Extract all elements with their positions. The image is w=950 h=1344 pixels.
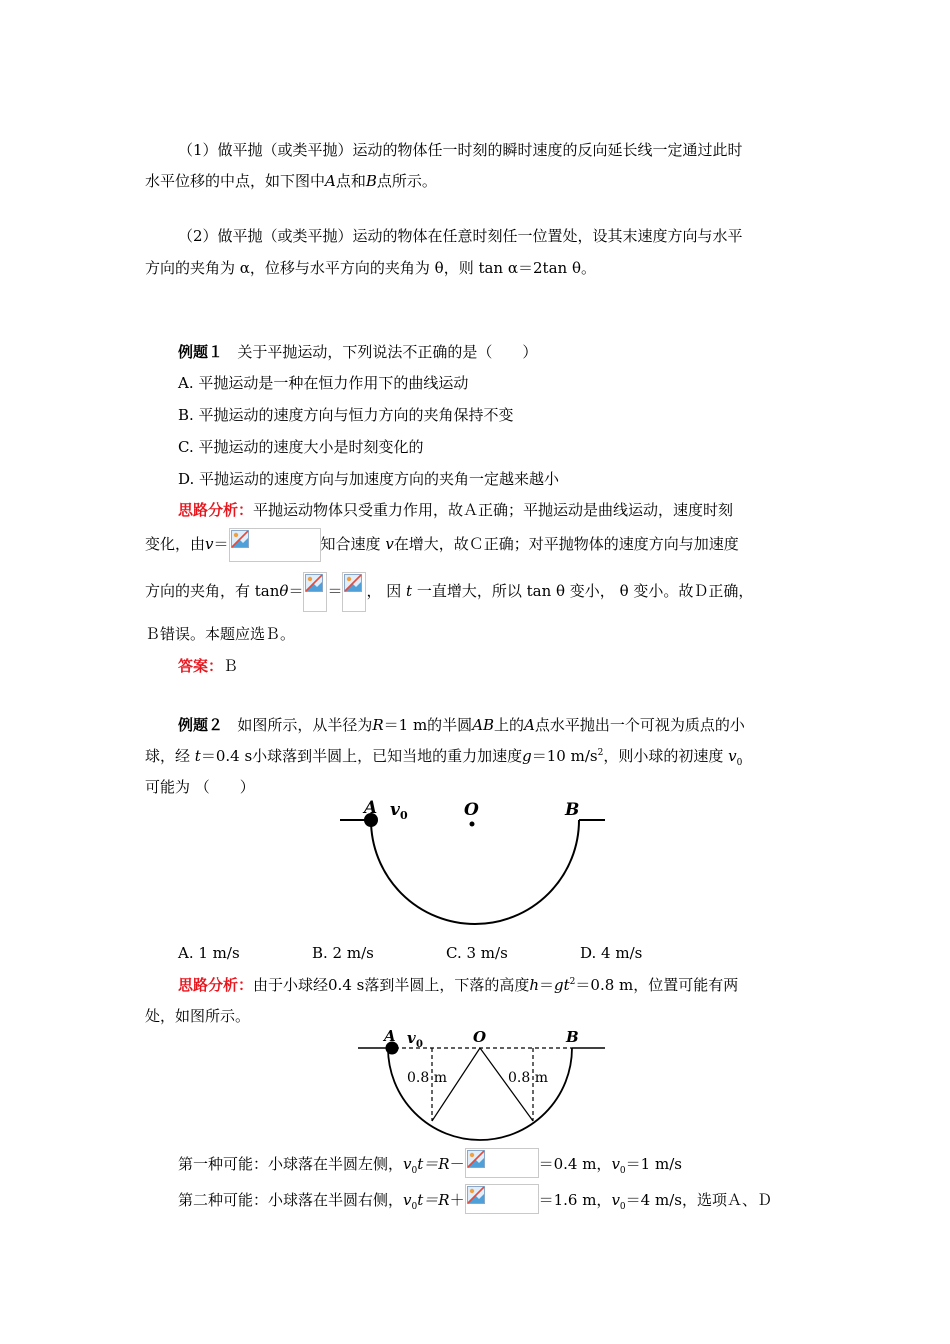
ex1-option-b: B. 平抛运动的速度方向与恒力方向的夹角保持不变 [178, 406, 514, 424]
ex1-option-d: D. 平抛运动的速度方向与加速度方向的夹角一定越来越小 [178, 470, 560, 488]
label-o: O [473, 1028, 487, 1046]
ex1-analysis-line3: 方向的夹角，有 tanθ＝ ＝ ， 因 t 一直增大，所以 tan θ 变小， θ 变小。故Ｄ正确， [145, 572, 753, 612]
label-height-right: 0.8 m [508, 1070, 548, 1086]
fraction-image-placeholder [303, 572, 327, 612]
formula-image-placeholder [465, 1184, 539, 1214]
ex2-analysis-line2: 处，如图所示。 [145, 1007, 251, 1025]
ex2-options [178, 943, 642, 963]
ex2-option-b: B. 2 m/s [312, 944, 374, 962]
p2-line1: （2）做平抛（或类平抛）运动的物体在任意时刻任一位置处，设其末速度方向与水平 [178, 227, 743, 245]
ex2-option-d: D. 4 m/s [580, 944, 643, 962]
ex1-answer: 答案：Ｂ [178, 657, 239, 675]
semicircle-figure [335, 793, 615, 933]
label-v-sub: 0 [400, 809, 408, 822]
broken-image-icon [305, 574, 323, 592]
label-v-sub: 0 [416, 1039, 423, 1050]
p2-line2: 方向的夹角为 α，位移与水平方向的夹角为 θ，则 tan α＝2tan θ。 [145, 259, 596, 277]
formula-image-placeholder [465, 1148, 539, 1178]
ex2-option-a: A. 1 m/s [178, 944, 240, 962]
label-a: A [384, 1027, 396, 1045]
label-b: B [566, 1028, 579, 1046]
ex1-analysis-line1: 思路分析：平抛运动物体只受重力作用，故Ａ正确；平抛运动是曲线运动，速度时刻 [178, 501, 734, 519]
formula-image-placeholder [229, 528, 321, 562]
analysis-label: 思路分析： [178, 976, 254, 994]
ex1-option-a: A. 平抛运动是一种在恒力作用下的曲线运动 [178, 374, 469, 392]
semicircle-solution-figure [355, 1025, 610, 1145]
ex1-option-c: C. 平抛运动的速度大小是时刻变化的 [178, 438, 424, 456]
label-v: v [390, 800, 400, 820]
analysis-label: 思路分析： [178, 501, 254, 519]
ex2-case2: 第二种可能：小球落在半圆右侧，$v_0t=R+$ ＝1.6 m，$v_0=4$ m/s，选项Ａ、Ｄ [178, 1184, 772, 1214]
label-b: B [565, 800, 580, 820]
broken-image-icon [467, 1150, 485, 1168]
fraction-image-placeholder [342, 572, 366, 612]
ex2-question-line3: 可能为 （ ） [145, 778, 255, 796]
p1-line1: （1）做平抛（或类平抛）运动的物体任一时刻的瞬时速度的反向延长线一定通过此时 [178, 141, 743, 159]
ex2-case1: 第一种可能：小球落在半圆左侧，$v_0t=R-$ ＝0.4 m，$v_0=1$ m/s [178, 1148, 682, 1178]
ex2-option-c: C. 3 m/s [446, 944, 508, 962]
label-o: O [464, 800, 479, 820]
ex2-analysis-line1: 思路分析：由于小球经0.4 s落到半圆上，下落的高度$h=gt^2=0.8$ m，位置可能有两 [178, 976, 739, 994]
ex1-question: 例题１ 关于平抛运动，下列说法不正确的是（ ） [178, 343, 538, 361]
broken-image-icon [467, 1186, 485, 1204]
broken-image-icon [231, 530, 249, 548]
ex2-question-line1: 例题２ 如图所示，从半径为R＝1 m的半圆AB上的A点水平抛出一个可视为质点的小 [178, 716, 745, 734]
label-v: v [407, 1029, 416, 1047]
center-point-o [470, 822, 475, 827]
p1-line2: 水平位移的中点，如下图中A点和B点所示。 [145, 172, 437, 190]
ex1-analysis-line2: 变化，由v＝ 知合速度 v在增大，故Ｃ正确；对平抛物体的速度方向与加速度 [145, 528, 739, 562]
ex2-question-line2: 球，经 t＝0.4 s小球落到半圆上，已知当地的重力加速度g＝10 $m/s^2$，则小球的初速度 $v_0$ [145, 747, 743, 768]
label-height-left: 0.8 m [407, 1070, 447, 1086]
ex1-analysis-line4: Ｂ错误。本题应选Ｂ。 [145, 625, 296, 643]
label-a: A [364, 798, 378, 818]
answer-label: 答案： [178, 657, 224, 675]
broken-image-icon [344, 574, 362, 592]
